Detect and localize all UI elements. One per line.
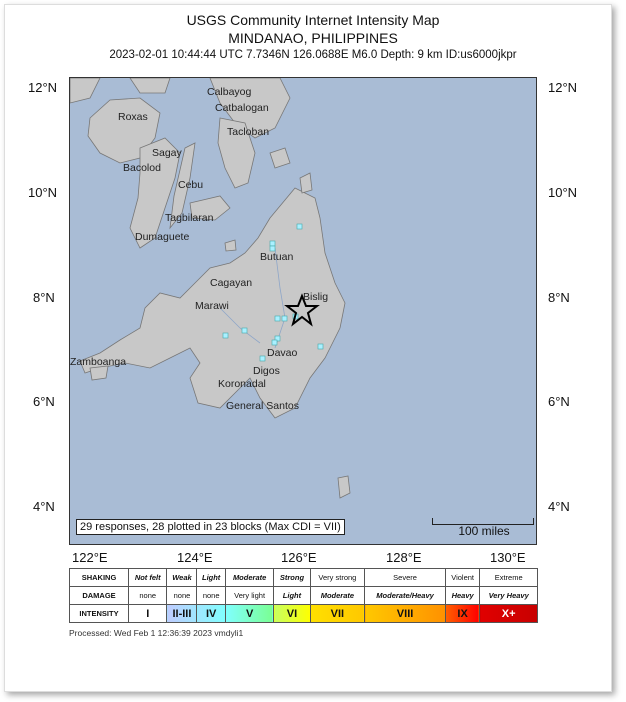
legend-cell: Extreme xyxy=(480,569,538,587)
lat-label-left: 12°N xyxy=(28,80,58,95)
lat-label-left: 8°N xyxy=(33,290,55,305)
lon-label: 124°E xyxy=(177,550,213,565)
legend-row-intensity xyxy=(70,605,538,623)
lat-label-left: 4°N xyxy=(33,499,55,514)
intensity-cell: VII xyxy=(310,605,365,623)
legend-row-shaking xyxy=(70,569,538,587)
legend-row-label: INTENSITY xyxy=(70,605,129,623)
lon-label: 128°E xyxy=(386,550,422,565)
intensity-cell: IX xyxy=(445,605,479,623)
intensity-cell: VI xyxy=(274,605,310,623)
place-label: Davao xyxy=(267,347,298,359)
legend-cell: Moderate/Heavy xyxy=(365,587,446,605)
lon-label: 130°E xyxy=(490,550,526,565)
legend-cell: Heavy xyxy=(445,587,479,605)
lon-label: 122°E xyxy=(72,550,108,565)
legend-cell: Severe xyxy=(365,569,446,587)
legend-cell: Light xyxy=(197,569,225,587)
legend-cell: Very strong xyxy=(310,569,365,587)
place-label: Bacolod xyxy=(123,162,161,174)
region-name: MINDANAO, PHILIPPINES xyxy=(228,30,398,46)
legend-cell: Moderate xyxy=(225,569,273,587)
lon-label: 126°E xyxy=(281,550,317,565)
place-label: General Santos xyxy=(226,400,299,412)
legend-row-label: SHAKING xyxy=(70,569,129,587)
legend-cell: Very light xyxy=(225,587,273,605)
place-label: Roxas xyxy=(118,111,148,123)
intensity-cell: I xyxy=(129,605,167,623)
lat-label-right: 6°N xyxy=(548,394,570,409)
place-label: Sagay xyxy=(152,147,182,159)
event-info: 2023-02-01 10:44:44 UTC 7.7346N 126.0688E M6.0 Depth: 9 km ID:us6000jkpr xyxy=(109,49,517,61)
legend-cell: none xyxy=(167,587,197,605)
place-label: Digos xyxy=(253,365,280,377)
legend-cell: Not felt xyxy=(129,569,167,587)
lat-label-right: 12°N xyxy=(548,80,578,95)
place-label: Koronadal xyxy=(218,378,266,390)
intensity-cell: VIII xyxy=(365,605,446,623)
place-label: Cebu xyxy=(178,179,204,191)
lat-label-right: 4°N xyxy=(548,499,570,514)
legend-cell: Weak xyxy=(167,569,197,587)
place-label: Bislig xyxy=(303,291,329,303)
intensity-legend xyxy=(69,568,538,623)
intensity-cell: IV xyxy=(197,605,225,623)
intensity-cell: II-III xyxy=(167,605,197,623)
place-label: Dumaguete xyxy=(135,231,190,243)
legend-row-label: DAMAGE xyxy=(70,587,129,605)
legend-cell: Light xyxy=(274,587,310,605)
place-label: Catbalogan xyxy=(215,102,269,114)
legend-cell: Violent xyxy=(445,569,479,587)
legend-cell: none xyxy=(129,587,167,605)
place-label: Butuan xyxy=(260,251,294,263)
lat-label-right: 10°N xyxy=(548,185,578,200)
legend-cell: Strong xyxy=(274,569,310,587)
legend-cell: Moderate xyxy=(310,587,365,605)
intensity-cell: X+ xyxy=(480,605,538,623)
lat-label-left: 6°N xyxy=(33,394,55,409)
lat-label-right: 8°N xyxy=(548,290,570,305)
legend-row-damage xyxy=(70,587,538,605)
place-label: Cagayan xyxy=(210,277,253,289)
place-label: Tagbilaran xyxy=(165,212,214,224)
processed-timestamp: Processed: Wed Feb 1 12:36:39 2023 vmdyli1 xyxy=(69,628,244,638)
legend-cell: Very Heavy xyxy=(480,587,538,605)
scale-label: 100 miles xyxy=(458,524,510,538)
map-title: USGS Community Internet Intensity Map xyxy=(186,12,440,28)
intensity-map[interactable] xyxy=(69,77,537,545)
place-label: Zamboanga xyxy=(70,356,127,368)
legend-cell: none xyxy=(197,587,225,605)
intensity-cell: V xyxy=(225,605,273,623)
place-label: Tacloban xyxy=(227,126,270,138)
response-stats: 29 responses, 28 plotted in 23 blocks (Max CDI = VII) xyxy=(76,519,345,535)
lat-label-left: 10°N xyxy=(28,185,58,200)
place-label: Marawi xyxy=(195,300,229,312)
map-canvas xyxy=(70,78,536,544)
place-label: Calbayog xyxy=(207,86,252,98)
